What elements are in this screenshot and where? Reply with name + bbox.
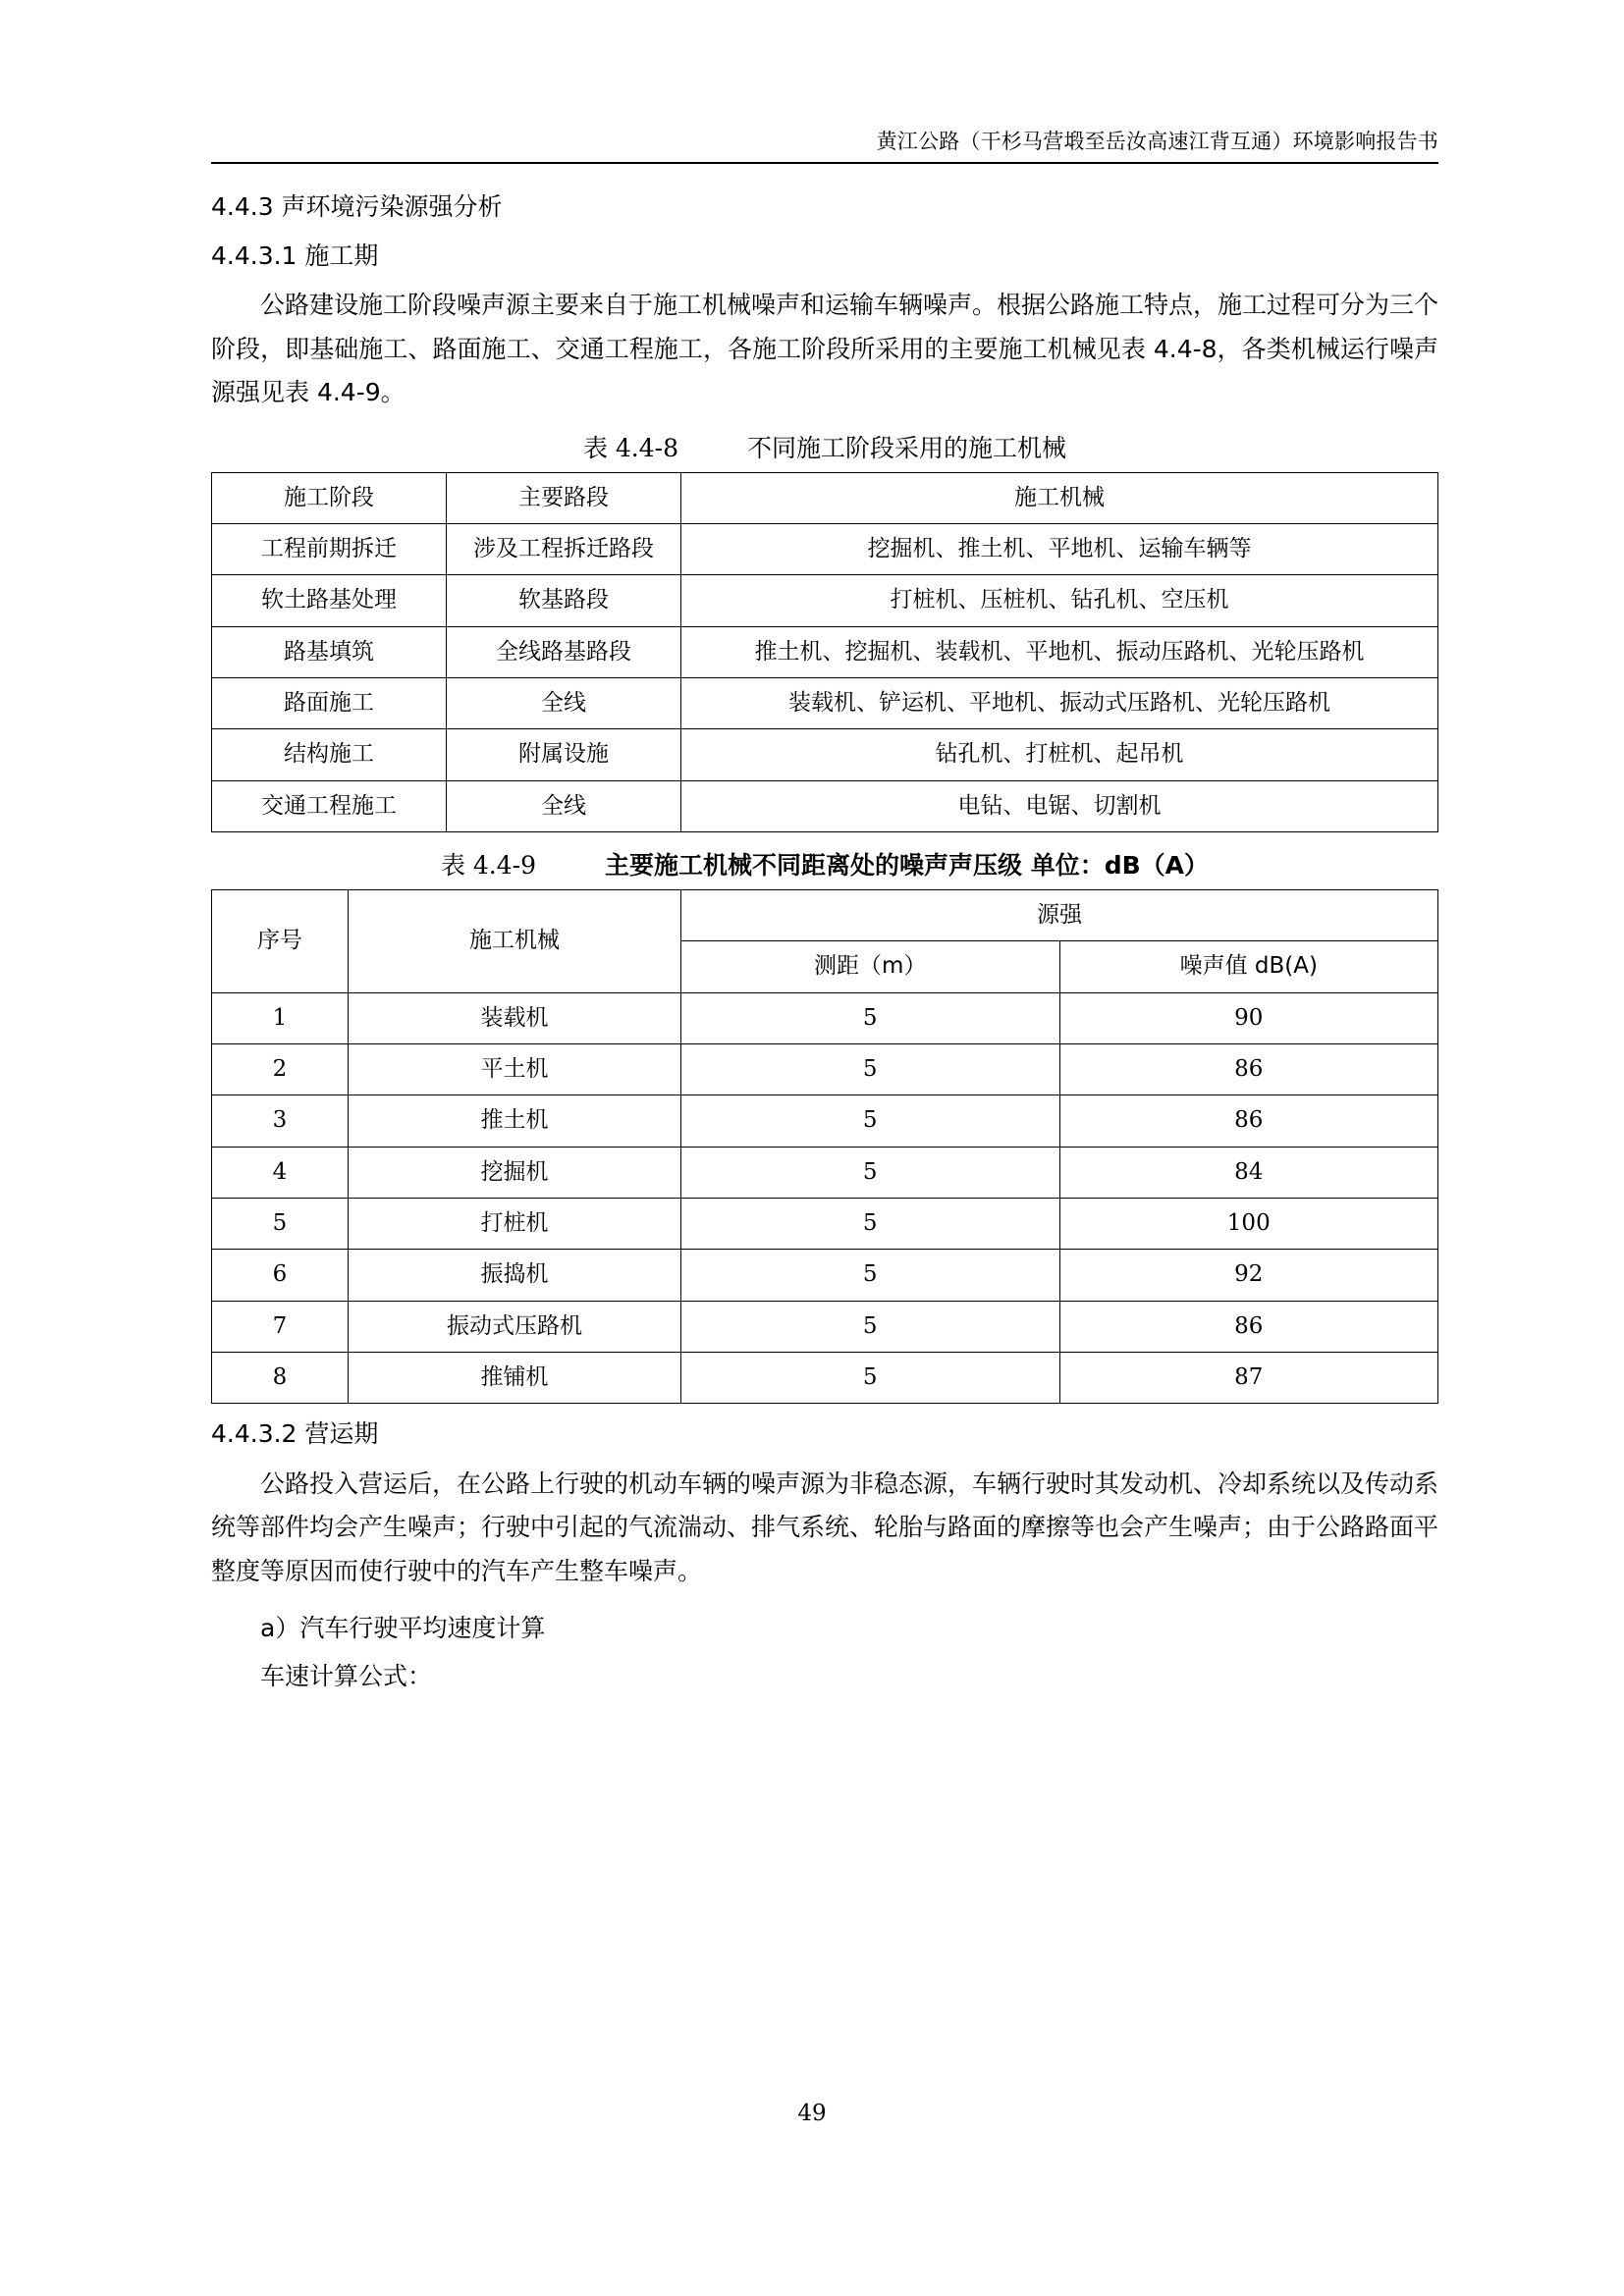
table1-cell: 挖掘机、推土机、平地机、运输车辆等: [681, 523, 1438, 574]
table-row: [212, 626, 1438, 677]
table2-cell-level: 86: [1059, 1043, 1438, 1095]
table-construction-machinery: [211, 472, 1438, 832]
table1-header-machinery: 施工机械: [681, 472, 1438, 523]
table1-caption-number: 表 4.4-8: [582, 433, 679, 462]
table2-cell-machine: 推铺机: [349, 1353, 681, 1404]
section-heading: 4.4.3 声环境污染源强分析: [211, 192, 503, 221]
table1-cell: 电钻、电锯、切割机: [681, 780, 1438, 831]
table-row: [212, 1147, 1438, 1198]
table1-cell: 附属设施: [447, 729, 681, 780]
table-row: [212, 677, 1438, 728]
table2-cell-level: 86: [1059, 1095, 1438, 1147]
table-row: [212, 472, 1438, 523]
table-row: [212, 523, 1438, 574]
paragraph-construction-intro: 公路建设施工阶段噪声源主要来自于施工机械噪声和运输车辆噪声。根据公路施工特点，施工过程可分为三个阶段，即基础施工、路面施工、交通工程施工，各施工阶段所采用的主要施工机械见表 4.4-8，各类机械运行噪声源强见表 4.4-9。: [211, 291, 1439, 406]
table2-cell-distance: 5: [681, 1147, 1060, 1198]
table1-cell: 路基填筑: [212, 626, 447, 677]
table-row: [212, 889, 1438, 940]
page-content: [211, 188, 1438, 1702]
table1-cell: 装载机、铲运机、平地机、振动式压路机、光轮压路机: [681, 677, 1438, 728]
table2-cell-distance: 5: [681, 992, 1060, 1043]
table-machinery-noise-levels: [211, 889, 1438, 1404]
table2-caption-title: 主要施工机械不同距离处的噪声声压级 单位：dB（A）: [605, 850, 1210, 880]
table-row: [212, 575, 1438, 626]
table1-cell: 涉及工程拆迁路段: [447, 523, 681, 574]
table1-header-stage: 施工阶段: [212, 472, 447, 523]
table2-cell-machine: 挖掘机: [349, 1147, 681, 1198]
table2-header-distance: 测距（m）: [681, 941, 1060, 992]
table1-cell: 工程前期拆迁: [212, 523, 447, 574]
table1-cell: 软基路段: [447, 575, 681, 626]
table2-cell-distance: 5: [681, 1250, 1060, 1301]
table2-caption-number: 表 4.4-9: [440, 850, 537, 880]
table2-cell-machine: 装载机: [349, 992, 681, 1043]
table2-cell-distance: 5: [681, 1301, 1060, 1352]
paragraph-operation-intro: 公路投入营运后，在公路上行驶的机动车辆的噪声源为非稳态源，车辆行驶时其发动机、冷却系统以及传动系统等部件均会产生噪声；行驶中引起的气流湍动、排气系统、轮胎与路面的摩擦等也会产生噪声；由于公路路面平整度等原因而使行驶中的汽车产生整车噪声。: [211, 1468, 1439, 1585]
table2-cell-seq: 6: [212, 1250, 349, 1301]
table-row: [212, 1353, 1438, 1404]
table1-cell: 全线路基路段: [447, 626, 681, 677]
table2-header-machine: 施工机械: [349, 889, 681, 992]
page-header: 黄江公路（干杉马营塅至岳汝高速江背互通）环境影响报告书: [876, 130, 1438, 153]
table-row: [212, 1301, 1438, 1352]
table2-cell-distance: 5: [681, 1095, 1060, 1147]
table2-cell-seq: 8: [212, 1353, 349, 1404]
table-row: [212, 1095, 1438, 1147]
table2-cell-machine: 振捣机: [349, 1250, 681, 1301]
table2-cell-machine: 推土机: [349, 1095, 681, 1147]
header-divider: [211, 162, 1438, 164]
table1-cell: 全线: [447, 677, 681, 728]
table1-cell: 交通工程施工: [212, 780, 447, 831]
table-row: [212, 780, 1438, 831]
table2-cell-level: 90: [1059, 992, 1438, 1043]
table-row: [212, 1198, 1438, 1249]
table2-cell-level: 86: [1059, 1301, 1438, 1352]
table2-header-seq: 序号: [212, 889, 349, 992]
table2-cell-seq: 3: [212, 1095, 349, 1147]
table1-header-section: 主要路段: [447, 472, 681, 523]
table1-cell: 软土路基处理: [212, 575, 447, 626]
table2-caption: [211, 846, 1438, 881]
table1-cell: 打桩机、压桩机、钻孔机、空压机: [681, 575, 1438, 626]
table2-header-noise-level: 噪声值 dB(A): [1059, 941, 1438, 992]
table1-cell: 路面施工: [212, 677, 447, 728]
table1-cell: 钻孔机、打桩机、起吊机: [681, 729, 1438, 780]
table1-cell: 全线: [447, 780, 681, 831]
formula-lead-in: 车速计算公式：: [260, 1661, 433, 1690]
table2-cell-seq: 5: [212, 1198, 349, 1249]
table2-cell-level: 92: [1059, 1250, 1438, 1301]
table2-cell-seq: 2: [212, 1043, 349, 1095]
table1-caption-title: 不同施工阶段采用的施工机械: [747, 433, 1067, 462]
table2-cell-machine: 振动式压路机: [349, 1301, 681, 1352]
subsection-heading-operation: 4.4.3.2 营运期: [211, 1419, 379, 1449]
table2-header-source-strength: 源强: [681, 889, 1438, 940]
table2-cell-seq: 1: [212, 992, 349, 1043]
page-number: 49: [797, 2101, 827, 2126]
subsection-heading-construction: 4.4.3.1 施工期: [211, 240, 379, 270]
item-a-speed-calc: a）汽车行驶平均速度计算: [260, 1614, 546, 1643]
table2-cell-distance: 5: [681, 1353, 1060, 1404]
table2-cell-distance: 5: [681, 1198, 1060, 1249]
table-row: [212, 729, 1438, 780]
table-row: [212, 1250, 1438, 1301]
table1-cell: 结构施工: [212, 729, 447, 780]
table2-cell-level: 100: [1059, 1198, 1438, 1249]
table2-cell-seq: 7: [212, 1301, 349, 1352]
table2-cell-machine: 平土机: [349, 1043, 681, 1095]
table1-caption: [211, 429, 1438, 464]
table2-cell-level: 87: [1059, 1353, 1438, 1404]
table1-cell: 推土机、挖掘机、装载机、平地机、振动压路机、光轮压路机: [681, 626, 1438, 677]
table-row: [212, 992, 1438, 1043]
table2-cell-machine: 打桩机: [349, 1198, 681, 1249]
table2-cell-distance: 5: [681, 1043, 1060, 1095]
table-row: [212, 1043, 1438, 1095]
table2-cell-seq: 4: [212, 1147, 349, 1198]
table2-cell-level: 84: [1059, 1147, 1438, 1198]
